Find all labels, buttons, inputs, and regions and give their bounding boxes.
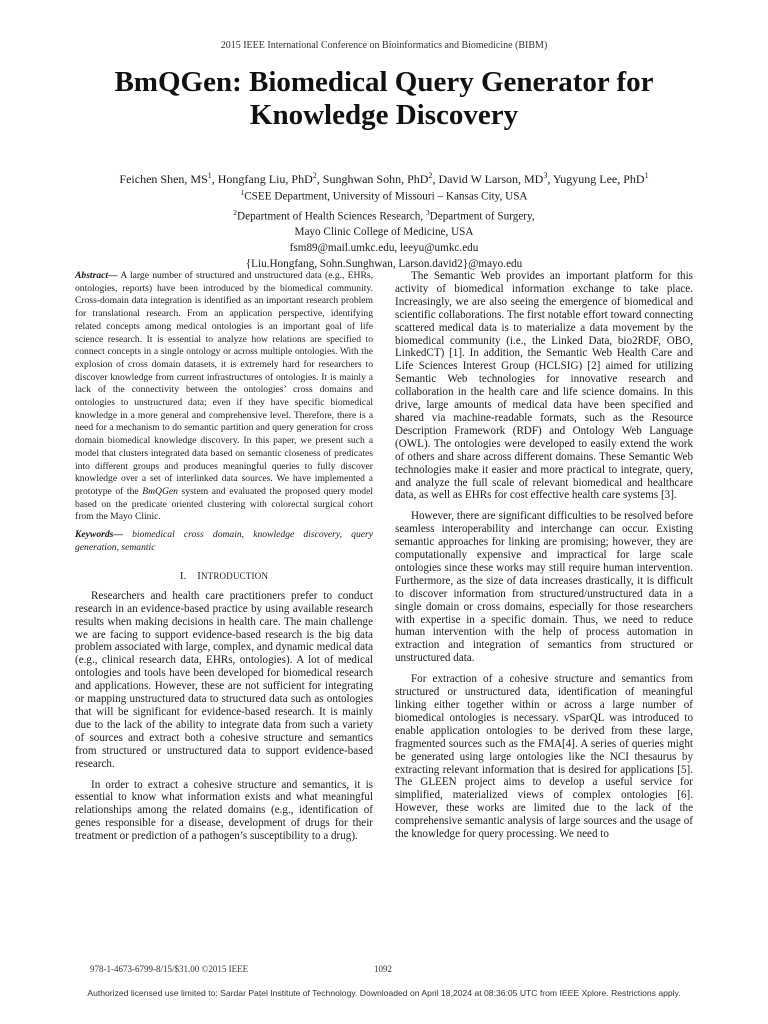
- keywords: [75, 529, 373, 554]
- system-name: BmQGen: [142, 485, 178, 497]
- affiliation-sup: 2: [233, 207, 238, 217]
- author-name: , Sunghwan Sohn, PhD: [316, 172, 429, 186]
- abstract-text: system and evaluated the proposed query model based on the predicate oriented clustering with colorectal surgical cohort from the Mayo Clinic.: [75, 485, 373, 523]
- author-name: , Yugyung Lee, PhD: [547, 172, 645, 186]
- paragraph: For extraction of a cohesive structure and semantics from structured or unstructured data, identification of meaningful linking either together within or across a large number of biomedical ontologies is necessary. vSparQL was introduced to enable application ontologies to be derived from these large, fragmented sources such as the FMA[4]. A series of queries might be generated using large ontologies like the NCI thesaurus by extracting relevant information that is desired for applications [5]. The GLEEN project aims to develop a useful service for simplified, materialized views of complex ontologies [6]. However, these works are limited due to the lack of the comprehensive semantic analysis of large sources and the usage of the knowledge for query processing. We need to: [395, 673, 693, 841]
- author-sup: 3: [543, 171, 548, 180]
- email-line: fsm89@mail.umkc.edu, leeyu@umkc.edu: [289, 242, 479, 255]
- author-name: , David W Larson, MD: [432, 172, 544, 186]
- affiliation-text: CSEE Department, University of Missouri – Kansas City, USA: [244, 190, 528, 203]
- conference-header: 2015 IEEE International Conference on Bioinformatics and Biomedicine (BIBM): [220, 40, 548, 51]
- affiliation-line: Mayo Clinic College of Medicine, USA: [294, 226, 474, 239]
- affiliation-line: [60, 185, 708, 205]
- author-sup: 1: [207, 171, 212, 180]
- author-name: Feichen Shen, MS: [119, 172, 208, 186]
- paragraph: In order to extract a cohesive structure and semantics, it is essential to know what information exists and what meaningful relationships among the related domains (e.g., identification of genes responsible for a disease, development of drugs for their treatment or prediction of a pathogen’s susceptibility to a drug).: [75, 778, 373, 843]
- email-line: {Liu.Hongfang, Sohn.Sunghwan, Larson.david2}@mayo.edu: [245, 258, 523, 271]
- affiliations: [60, 185, 708, 272]
- keywords-text: biomedical cross domain, knowledge discovery, query generation, semantic: [75, 529, 373, 553]
- keywords-label: Keywords—: [75, 529, 123, 541]
- paragraph: Researchers and health care practitioners prefer to conduct research in an evidence-based practice by using available research results when making decisions in health care. The main challenge we are facing to support evidence-based research is the big data problem associated with large, complex, and dynamic medical data (e.g., clinical research data, EHRs, ontologies). A lot of medical ontologies and tools have been developed for biomedical research and applications. However, these are not sufficient for integrating or mapping unstructured data to structured data such as ontologies that will be significant for evidence-based research. It is mainly due to the lack of the ability to integrate data from such a variety of sources and extract both a cohesive structure and semantics from structured or unstructured data to support evidence-based research.: [75, 589, 373, 770]
- paragraph: However, there are significant difficulties to be resolved before seamless interoperability and interchange can occur. Existing semantic approaches for linking are promising; however, they are computationally expensive and impractical for large scale ontologies since these works may still require human intervention. Furthermore, as the size of data increases drastically, it is difficult to discover information from structured/unstructured data in a single domain or cross domains, especially for those researchers with expertise in a specific domain. Thus, we need to reduce human intervention with the help of process automation in extraction and integration of semantics from structured or unstructured data.: [395, 510, 693, 665]
- right-column: [395, 270, 693, 841]
- paragraph: The Semantic Web provides an important platform for this activity of biomedical information exchange to take place. Increasingly, we are also seeing the emergence of biomedical and scientific collaborations. The first notable effort toward connecting scattered medical data is to materialize a data movement by the biomedical community (i.e., the Linked Data, bio2RDF, OBO, LinkedCT) [1]. In addition, the Semantic Web Health Care and Life Sciences Interest Group (HCLSIG) [2] aimed for utilizing Semantic Web technologies for innovative research and collaboration in the health care and life science domains. In this drive, large amounts of medical data have been specified and shared via machine-readable formats, such as the Resource Description Framework (RDF) and Ontology Web Language (OWL). The ontologies were developed to easily extend the work of others and share across different domains. These Semantic Web technologies make it easier and more practical to integrate, query, and analyze the full scale of relevant biomedical and healthcare data, as well as EHRs for cost effective health care systems [3].: [395, 270, 693, 502]
- abstract-text: A large number of structured and unstructured data (e.g., EHRs, ontologies, reports) have been introduced by the biomedical community. Cross-domain data integration is identified as an important research problem for translational research. From an application perspective, identifying related concepts among medical ontologies is an important goal of life science research. It is essential to analyze how relations are specified to connect concepts in a single ontology or across multiple ontologies. With the explosion of cross domain datasets, it is extremely hard for researchers to discover knowledge from current infrastructures of ontologies. It is mainly a lack of the connectivity between the ontologies’ cross domains and ontologies to unstructured data; even if they have specific biomedical knowledge in a more general and comprehensive level. Therefore, there is a need for a mechanism to do semantic partition and query generation for cross domain biomedical knowledge discovery. In this paper, we present such a model that clusters integrated data based on semantic closeness of predicates into different groups and produces meaningful queries to fully discover knowledge over a set of interlinked data sources. We have implemented a prototype of the: [75, 270, 373, 497]
- section-heading: [75, 570, 373, 583]
- section-title-rest: NTRODUCTION: [200, 571, 269, 582]
- author-sup: 1: [644, 171, 649, 180]
- affiliation-sup: 1: [240, 188, 245, 197]
- section-number: I.: [179, 571, 198, 583]
- page-number: 1092: [374, 964, 392, 974]
- footer-isbn: 978-1-4673-6799-8/15/$31.00 ©2015 IEEE: [90, 964, 249, 974]
- author-name: , Hongfang Liu, PhD: [211, 172, 313, 186]
- affiliation-text: Department of Health Sciences Research,: [237, 210, 426, 223]
- affiliation-sup: 3: [425, 207, 430, 217]
- affiliation-text: Department of Surgery,: [429, 210, 535, 223]
- left-column: [75, 270, 373, 843]
- affiliation-line: [60, 205, 708, 225]
- license-notice: Authorized licensed use limited to: Sardar Patel Institute of Technology. Downloaded on April 18,2024 at 08:36:05 UTC from IEEE Xplore. Restrictions apply.: [87, 988, 681, 998]
- author-sup: 2: [428, 171, 433, 180]
- author-sup: 2: [312, 171, 317, 180]
- abstract: [75, 270, 373, 524]
- paper-title: BmQGen: Biomedical Query Generator for Knowledge Discovery: [114, 66, 654, 131]
- abstract-label: Abstract—: [75, 270, 118, 281]
- section-title-first: I: [197, 571, 201, 583]
